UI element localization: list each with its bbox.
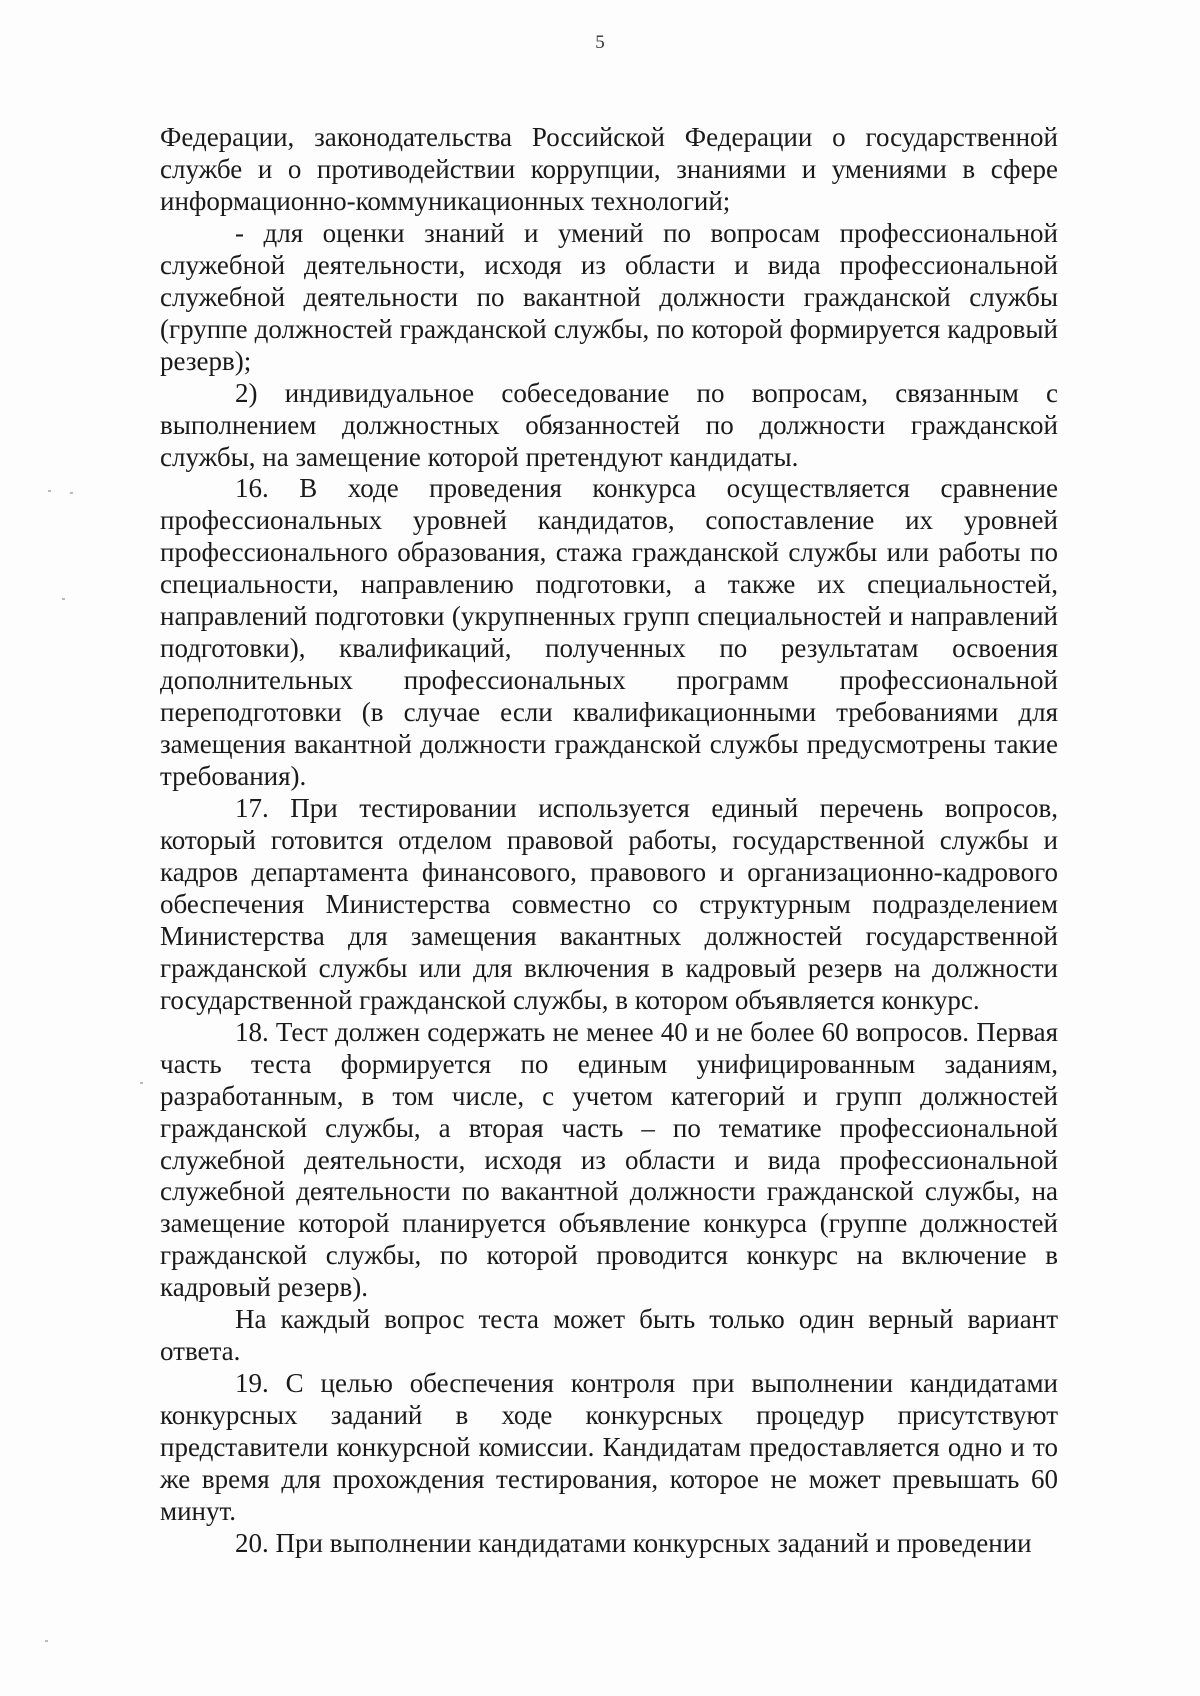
paragraph-continuation: Федерации, законодательства Российской Федерации о государственной службе и о противодействии коррупции, знаниями и умениями в сфере информационно-коммуникационных технологий;	[160, 122, 1058, 216]
paragraph-clause-16: 16. В ходе проведения конкурса осуществляется сравнение профессиональных уровней кандидатов, сопоставление их уровней профессионального образования, стажа гражданской службы или работы по специальности, направлению подготовки, а также их специальностей, направлений подготовки (укрупненных групп специальностей и направлений подготовки), квалификаций, полученных по результатам освоения дополнительных профессиональных программ профессиональной переподготовки (в случае если квалификационными требованиями для замещения вакантной должности гражданской службы предусмотрены такие требования).	[160, 473, 1058, 792]
scan-speck	[48, 490, 51, 492]
scan-speck	[70, 492, 73, 494]
paragraph-bullet-knowledge-assessment: - для оценки знаний и умений по вопросам профессиональной служебной деятельности, исходя из области и вида профессиональной служебной деятельности по вакантной должности гражданской службы (группе должностей гражданской службы, по которой формируется кадровый резерв);	[160, 217, 1058, 376]
document-body	[160, 122, 1058, 1560]
paragraph-clause-19: 19. С целью обеспечения контроля при выполнении кандидатами конкурсных заданий в ходе конкурсных процедур присутствуют представители конкурсной комиссии. Кандидатам предоставляется одно и то же время для прохождения тестирования, которое не может превышать 60 минут.	[160, 1368, 1058, 1526]
scan-speck	[140, 1082, 143, 1084]
paragraph-single-answer: На каждый вопрос теста может быть только один верный вариант ответа.	[160, 1304, 1058, 1367]
paragraph-clause-18: 18. Тест должен содержать не менее 40 и не более 60 вопросов. Первая часть теста формируется по единым унифицированным заданиям, разработанным, в том числе, с учетом категорий и групп должностей гражданской службы, а вторая часть – по тематике профессиональной служебной деятельности, исходя из области и вида профессиональной служебной деятельности по вакантной должности гражданской службы, на замещение которой планируется объявление конкурса (группе должностей гражданской службы, по которой проводится конкурс на включение в кадровый резерв).	[160, 1016, 1058, 1303]
paragraph-clause-17: 17. При тестировании используется единый перечень вопросов, который готовится отделом правовой работы, государственной службы и кадров департамента финансового, правового и организационно-кадрового обеспечения Министерства совместно со структурным подразделением Министерства для замещения вакантных должностей государственной гражданской службы или для включения в кадровый резерв на должности государственной гражданской службы, в котором объявляется конкурс.	[160, 793, 1058, 1015]
scan-speck	[62, 598, 65, 600]
paragraph-clause-20: 20. При выполнении кандидатами конкурсных заданий и проведении	[235, 1527, 1032, 1558]
scan-speck	[45, 1640, 48, 1642]
page-number: 5	[595, 32, 605, 53]
paragraph-item-2-interview: 2) индивидуальное собеседование по вопросам, связанным с выполнением должностных обязанностей по должности гражданской службы, на замещение которой претендуют кандидаты.	[160, 377, 1058, 472]
